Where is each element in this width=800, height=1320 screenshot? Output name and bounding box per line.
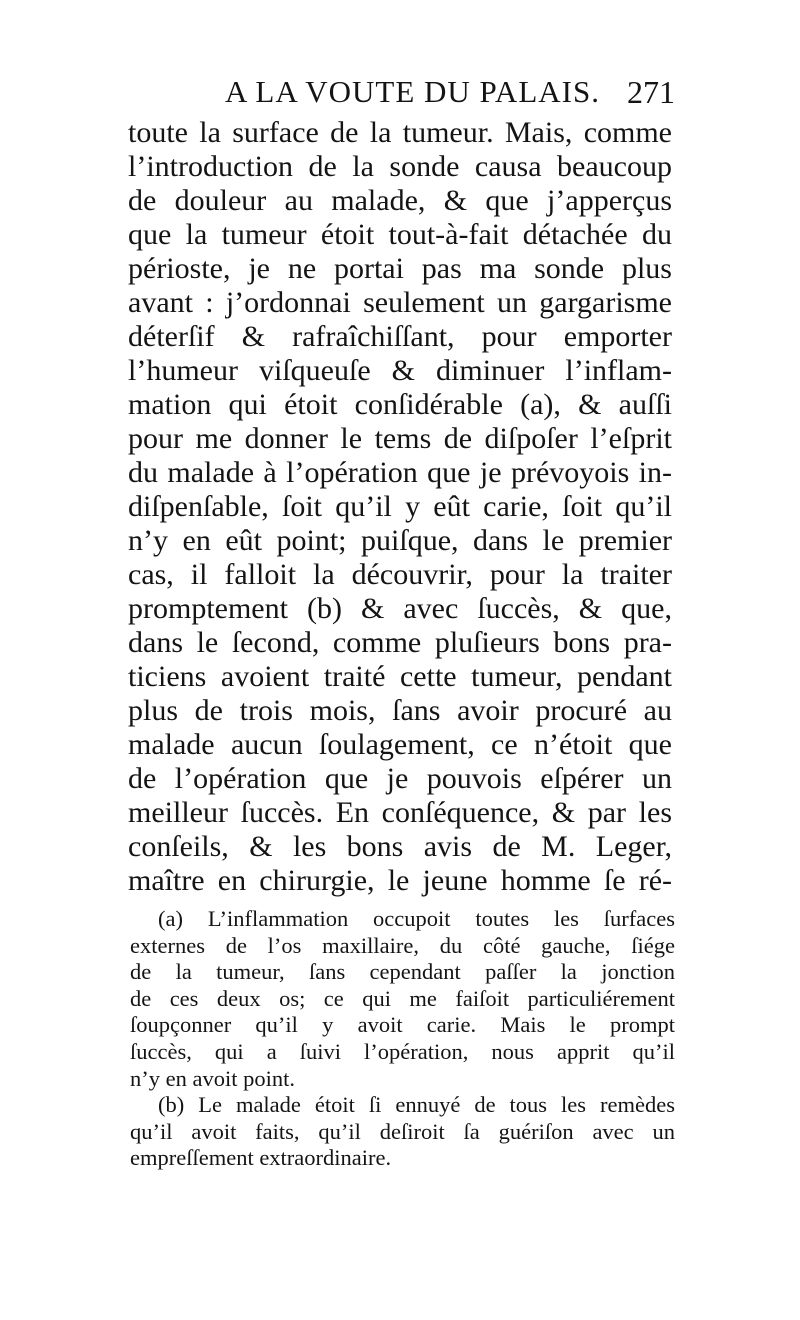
text-line: du malade à l’opération que je prévoyois in-	[128, 456, 672, 489]
text-line: cas, il falloit la découvrir, pour la traiter	[128, 558, 672, 591]
footnote-line: externes de l’os maxillaire, du côté gauche, ſiége	[130, 932, 675, 958]
text-line: déterſif & rafraîchiſſant, pour emporter	[128, 320, 672, 353]
text-line: que la tumeur étoit tout-à-fait détachée du	[128, 218, 672, 251]
text-line: avant : j’ordonnai seulement un gargarisme	[128, 286, 672, 319]
footnote-line: qu’il avoit faits, qu’il deſiroit ſa guériſon avec un	[130, 1118, 675, 1144]
footnote-line: de ces deux os; ce qui me faiſoit particuliérement	[130, 985, 675, 1011]
main-text	[128, 116, 672, 898]
text-line: l’humeur viſqueuſe & diminuer l’inflam-	[128, 354, 672, 387]
text-line: n’y en eût point; puiſque, dans le premier	[128, 524, 672, 557]
page-header	[225, 74, 675, 116]
text-line: meilleur ſuccès. En conſéquence, & par les	[128, 796, 672, 829]
text-line: toute la surface de la tumeur. Mais, comme	[128, 116, 672, 149]
footnote-line: de la tumeur, ſans cependant paſſer la jonction	[130, 959, 675, 985]
text-line: malade aucun ſoulagement, ce n’étoit que	[128, 728, 672, 761]
footnote-line: (b) Le malade étoit ſi ennuyé de tous les remèdes	[158, 1092, 675, 1118]
text-line: de l’opération que je pouvois eſpérer un	[128, 762, 672, 795]
text-line: ticiens avoient traité cette tumeur, pendant	[128, 660, 672, 693]
text-line: plus de trois mois, ſans avoir procuré au	[128, 694, 672, 727]
footnote-line: empreſſement extraordinaire.	[130, 1145, 392, 1171]
text-line: diſpenſable, ſoit qu’il y eût carie, ſoit qu’il	[128, 490, 672, 523]
footnotes	[130, 906, 675, 1172]
page-number: 271	[627, 74, 675, 110]
text-line: périoste, je ne portai pas ma sonde plus	[128, 252, 672, 285]
footnote-line: (a) L’inflammation occupoit toutes les ſurfaces	[158, 906, 675, 931]
text-line: conſeils, & les bons avis de M. Leger,	[128, 830, 672, 863]
text-line: l’introduction de la sonde causa beaucoup	[128, 150, 672, 183]
text-line: dans le ſecond, comme pluſieurs bons pra-	[128, 626, 672, 659]
footnote-b	[130, 1092, 675, 1172]
running-title: A LA VOUTE DU PALAIS.	[225, 74, 600, 109]
text-line: pour me donner le tems de diſpoſer l’eſprit	[128, 422, 672, 455]
footnote-line: n’y en avoit point.	[130, 1065, 295, 1091]
footnote-a	[130, 906, 675, 1092]
footnote-line: ſoupçonner qu’il y avoit carie. Mais le prompt	[130, 1012, 675, 1038]
text-line: de douleur au malade, & que j’apperçus	[128, 184, 672, 217]
text-line: promptement (b) & avec ſuccès, & que,	[128, 592, 672, 625]
text-line: mation qui étoit conſidérable (a), & auſſi	[128, 388, 672, 421]
footnote-line: ſuccès, qui a ſuivi l’opération, nous apprit qu’il	[130, 1038, 675, 1064]
text-line: maître en chirurgie, le jeune homme ſe ré-	[128, 864, 672, 897]
